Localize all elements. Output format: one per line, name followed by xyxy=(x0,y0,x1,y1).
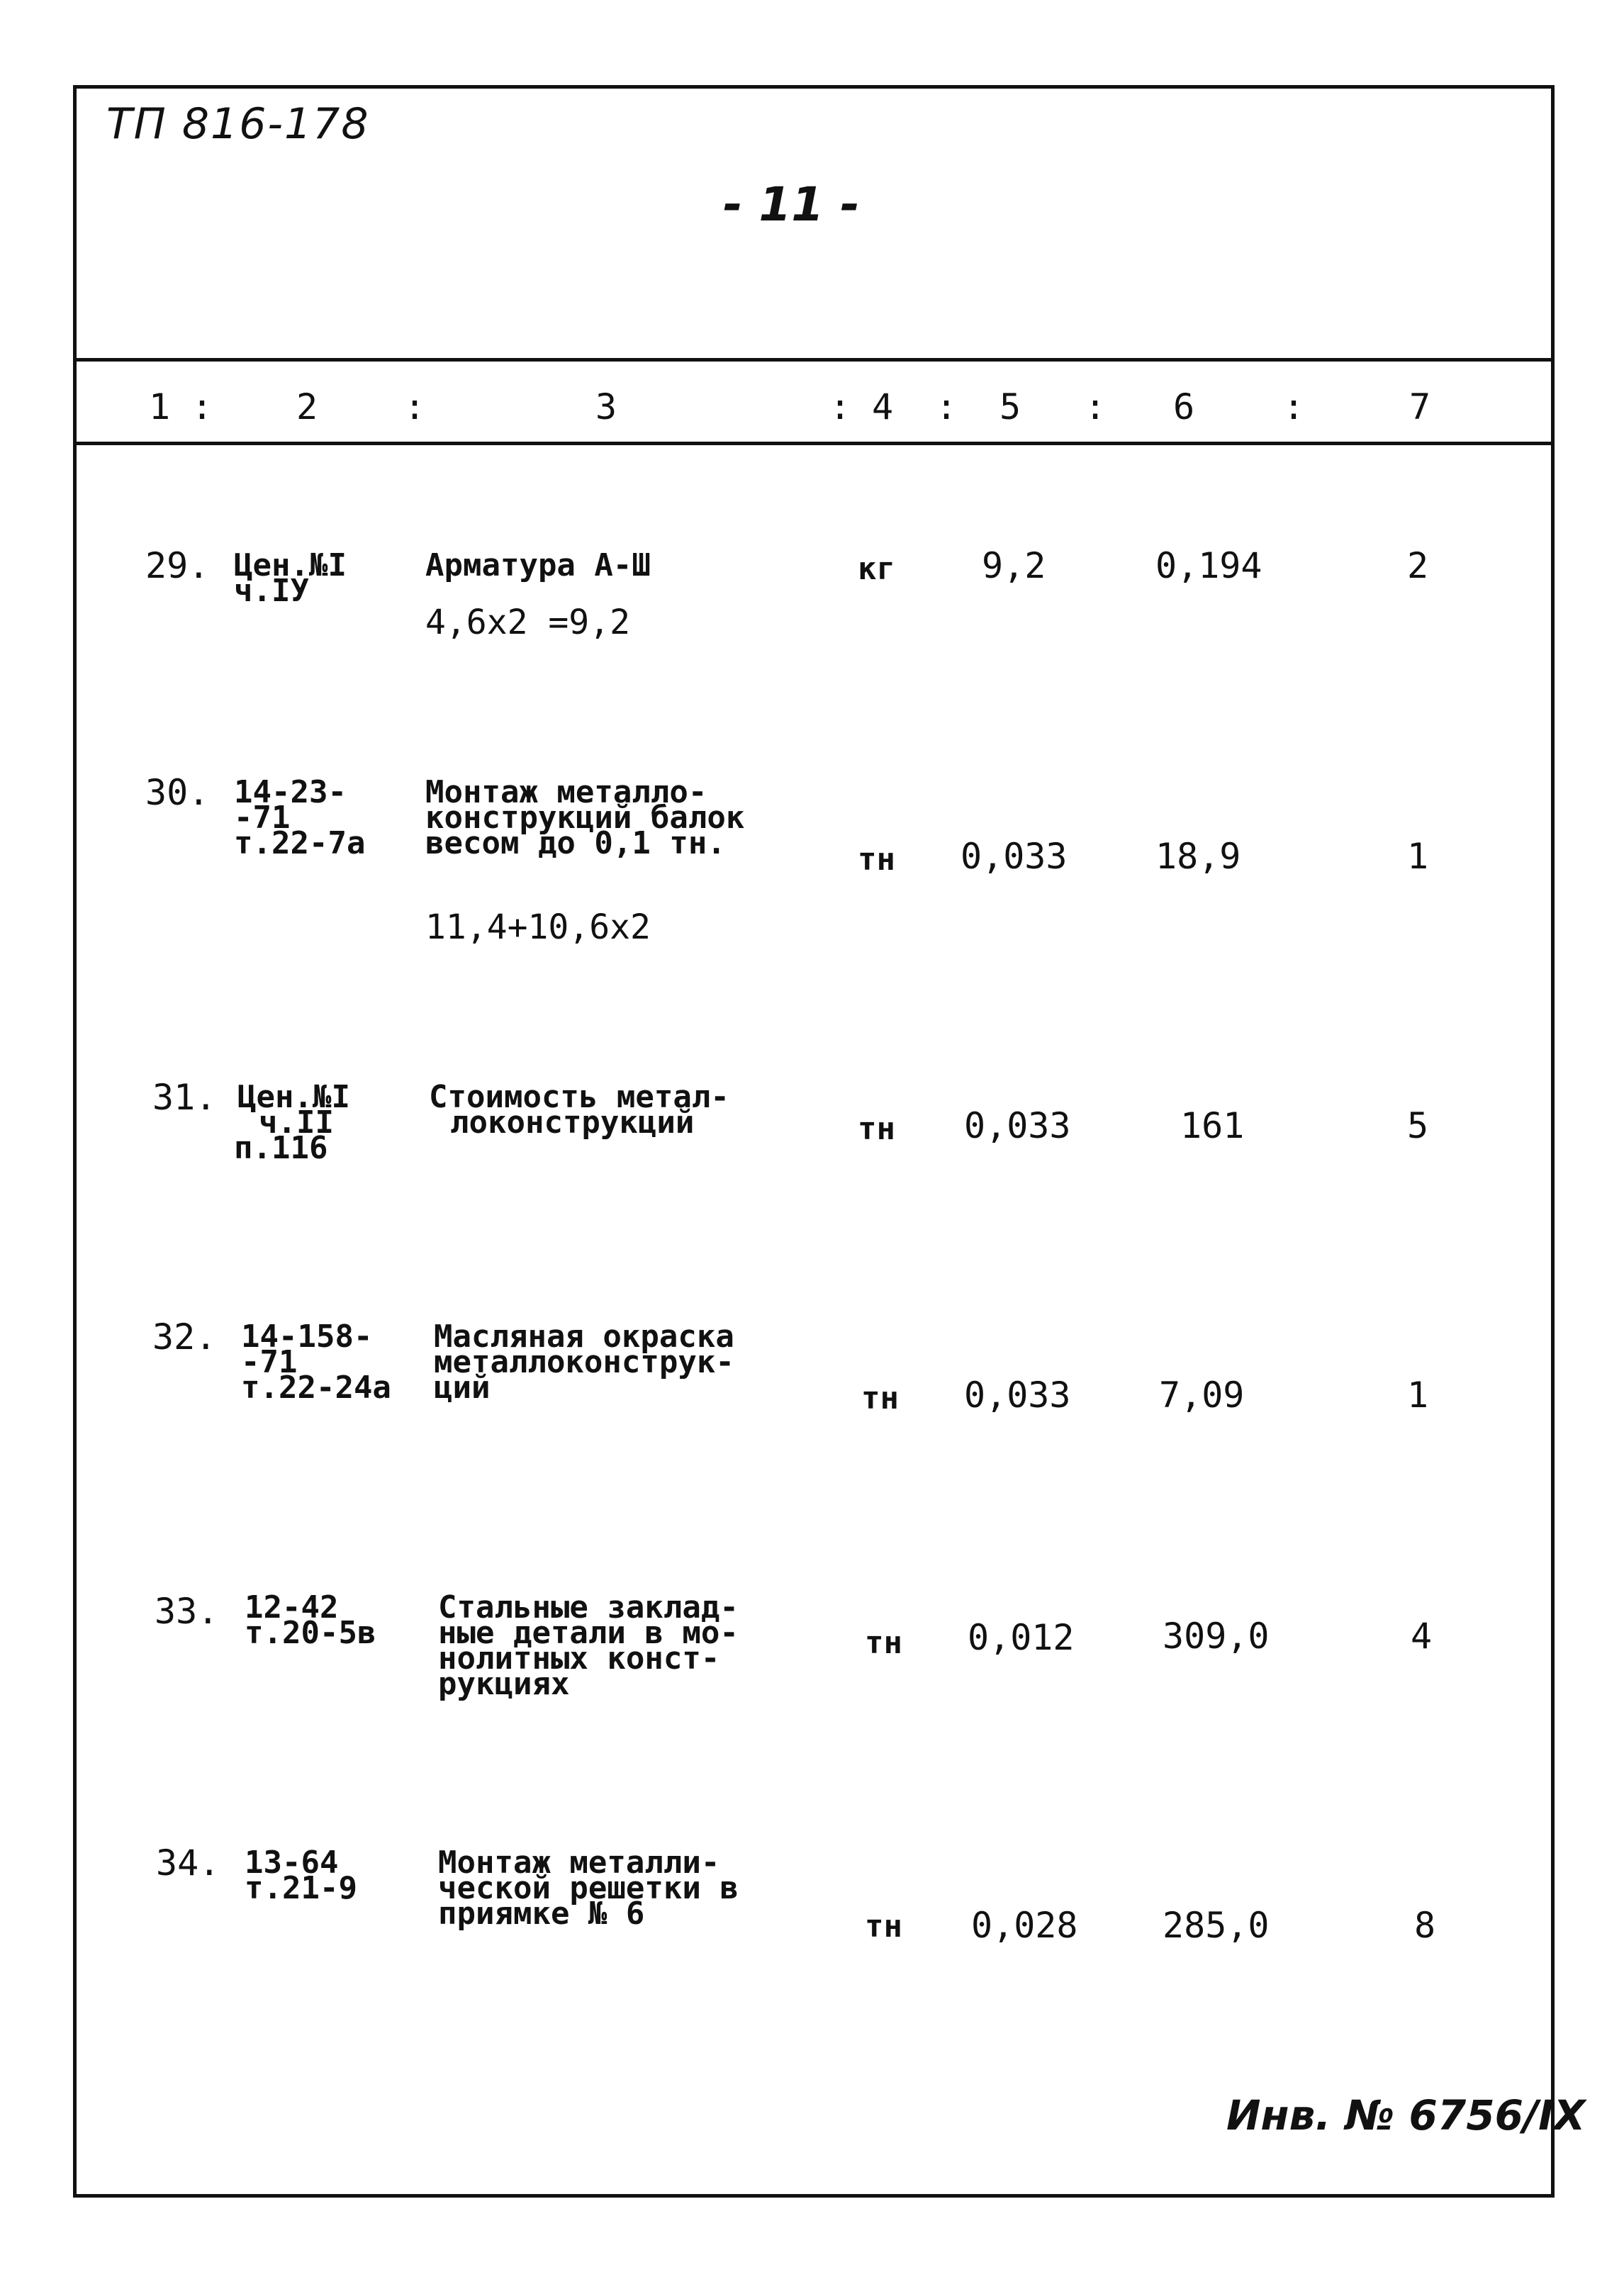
work-description-line: ческой решетки в xyxy=(438,1870,739,1906)
column-header-6: 6 xyxy=(1173,386,1195,427)
work-description-line: Масляная окраска xyxy=(434,1319,734,1355)
column-separator: : xyxy=(1085,386,1107,427)
work-description-line: рукциях xyxy=(438,1666,570,1702)
work-description-line: нолитных конст- xyxy=(438,1640,720,1677)
norm-code-line: Цен.№I xyxy=(234,547,347,583)
column-7-value: 1 xyxy=(1407,1375,1429,1416)
unit-price: 285,0 xyxy=(1163,1905,1270,1946)
column-header-3: 3 xyxy=(595,386,617,427)
inventory-number: Инв. № 6756/IX xyxy=(1226,2091,1586,2139)
quantity: 0,033 xyxy=(964,1375,1071,1416)
norm-code-line: т.22-7а xyxy=(234,825,366,861)
column-header-7: 7 xyxy=(1409,386,1431,427)
norm-code-line: -71 xyxy=(234,800,291,836)
quantity-calculation: 4,6х2 =9,2 xyxy=(425,603,630,642)
row-number: 29. xyxy=(145,545,210,586)
work-description-line: металлоконструк- xyxy=(434,1344,734,1380)
norm-code-line: п.116 xyxy=(234,1130,328,1166)
work-description-line: ций xyxy=(434,1370,491,1406)
unit-price: 0,194 xyxy=(1155,545,1262,586)
work-description-line: Стоимость метал- xyxy=(429,1079,729,1115)
unit-price: 7,09 xyxy=(1159,1375,1245,1416)
work-description-line: Стальные заклад- xyxy=(438,1589,739,1626)
column-separator: : xyxy=(1283,386,1305,427)
column-7-value: 1 xyxy=(1407,836,1429,877)
quantity-calculation: 11,4+10,6х2 xyxy=(425,907,651,947)
row-number: 31. xyxy=(152,1077,217,1118)
work-description-line: Арматура А-Ш xyxy=(425,547,651,583)
norm-code-line: т.21-9 xyxy=(245,1870,357,1906)
work-description-line: Монтаж металли- xyxy=(438,1845,720,1881)
column-separator: : xyxy=(191,386,213,427)
unit-price: 309,0 xyxy=(1163,1616,1270,1657)
unit-price: 161 xyxy=(1180,1105,1245,1146)
norm-code-line: т.22-24а xyxy=(241,1370,391,1406)
column-7-value: 5 xyxy=(1407,1105,1429,1146)
column-7-value: 4 xyxy=(1411,1616,1433,1657)
row-number: 33. xyxy=(155,1591,219,1632)
column-header-5: 5 xyxy=(999,386,1021,427)
header-divider-bottom xyxy=(73,442,1555,445)
quantity: 0,033 xyxy=(961,836,1068,877)
unit: тн xyxy=(858,1111,895,1147)
unit: тн xyxy=(865,1908,902,1945)
work-description-line: весом до 0,1 тн. xyxy=(425,825,726,861)
work-description-line: конструкций балок xyxy=(425,800,745,836)
work-description-line: Монтаж металло- xyxy=(425,774,707,810)
norm-code-line: ч.II xyxy=(259,1104,334,1141)
row-number: 34. xyxy=(156,1842,220,1884)
document-code: ТП 816-178 xyxy=(106,99,370,149)
unit: тн xyxy=(865,1625,902,1661)
work-description-line: приямке № 6 xyxy=(438,1896,645,1932)
norm-code-line: 14-23- xyxy=(234,774,347,810)
unit: тн xyxy=(861,1380,899,1416)
column-header-1: 1 xyxy=(149,386,171,427)
norm-code-line: ч.IУ xyxy=(234,573,309,609)
norm-code-line: 13-64 xyxy=(245,1845,339,1881)
column-separator: : xyxy=(829,386,851,427)
work-description-line: локонструкций xyxy=(450,1104,695,1141)
row-number: 30. xyxy=(145,772,210,813)
column-separator: : xyxy=(936,386,958,427)
norm-code-line: 14-158- xyxy=(241,1319,373,1355)
column-7-value: 2 xyxy=(1407,545,1429,586)
norm-code-line: Цен.№I xyxy=(237,1079,350,1115)
quantity: 0,012 xyxy=(968,1617,1075,1658)
norm-code-line: 12-42 xyxy=(245,1589,339,1626)
quantity: 0,033 xyxy=(964,1105,1071,1146)
column-separator: : xyxy=(404,386,426,427)
page-number: - 11 - xyxy=(723,177,860,232)
quantity: 9,2 xyxy=(982,545,1046,586)
column-7-value: 8 xyxy=(1414,1905,1436,1946)
unit: кг xyxy=(858,551,895,587)
quantity: 0,028 xyxy=(971,1905,1078,1946)
norm-code-line: -71 xyxy=(241,1344,298,1380)
column-header-4: 4 xyxy=(872,386,894,427)
unit: тн xyxy=(858,841,895,878)
work-description-line: ные детали в мо- xyxy=(438,1615,739,1651)
header-divider-top xyxy=(73,358,1555,362)
row-number: 32. xyxy=(152,1316,217,1358)
norm-code-line: т.20-5в xyxy=(245,1615,376,1651)
unit-price: 18,9 xyxy=(1155,836,1241,877)
column-header-2: 2 xyxy=(296,386,318,427)
